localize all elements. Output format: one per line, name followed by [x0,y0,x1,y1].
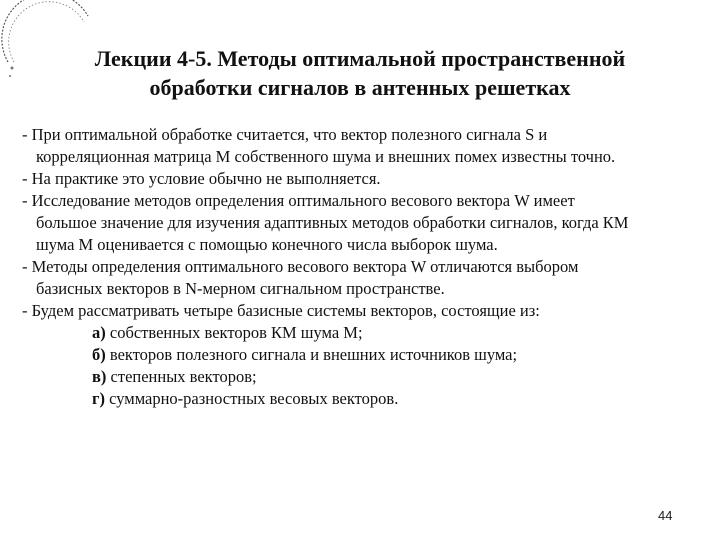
bullet-item [22,300,702,322]
sub-list-marker: в) [92,367,107,386]
bullet-line: базисных векторов в N-мерном сигнальном пространстве. [36,279,445,298]
bullet-item [22,168,702,190]
bullet-line: большое значение для изучения адаптивных методов обработки сигналов, когда КМ [36,213,629,232]
sub-list-item [22,344,702,366]
sub-list-text: собственных векторов КМ шума M; [109,323,363,342]
sub-list-item [22,388,702,410]
slide-title-line-1: Лекции 4-5. Методы оптимальной пространственной [94,46,626,71]
bullet-item [22,256,702,300]
bullet-line: - Будем рассматривать четыре базисные системы векторов, состоящие из: [22,301,540,320]
sub-list-text: степенных векторов; [110,367,257,386]
bullet-item [22,190,702,256]
sub-list-marker: б) [92,345,106,364]
sub-list-text: векторов полезного сигнала и внешних источников шума; [109,345,518,364]
bullet-line: корреляционная матрица M собственного шума и внешних помех известны точно. [36,147,616,166]
bullet-line: - Методы определения оптимального весового вектора W отличаются выбором [22,257,579,276]
sub-list-marker: г) [92,389,105,408]
bullet-line: шума M оценивается с помощью конечного числа выборок шума. [36,235,498,254]
sub-list [22,322,702,410]
bullet-line: - При оптимальной обработке считается, что вектор полезного сигнала S и [22,125,548,144]
slide-body [22,124,702,410]
page-number: 44 [658,508,673,523]
slide-title [40,44,680,102]
bullet-item [22,124,702,168]
sub-list-item [22,366,702,388]
sub-list-item [22,322,702,344]
bullet-line: - На практике это условие обычно не выполняется. [22,169,381,188]
sub-list-marker: а) [92,323,106,342]
bullet-line: - Исследование методов определения оптимального весового вектора W имеет [22,191,575,210]
slide-title-line-2: обработки сигналов в антенных решетках [149,75,571,100]
sub-list-text: суммарно-разностных весовых векторов. [109,389,399,408]
